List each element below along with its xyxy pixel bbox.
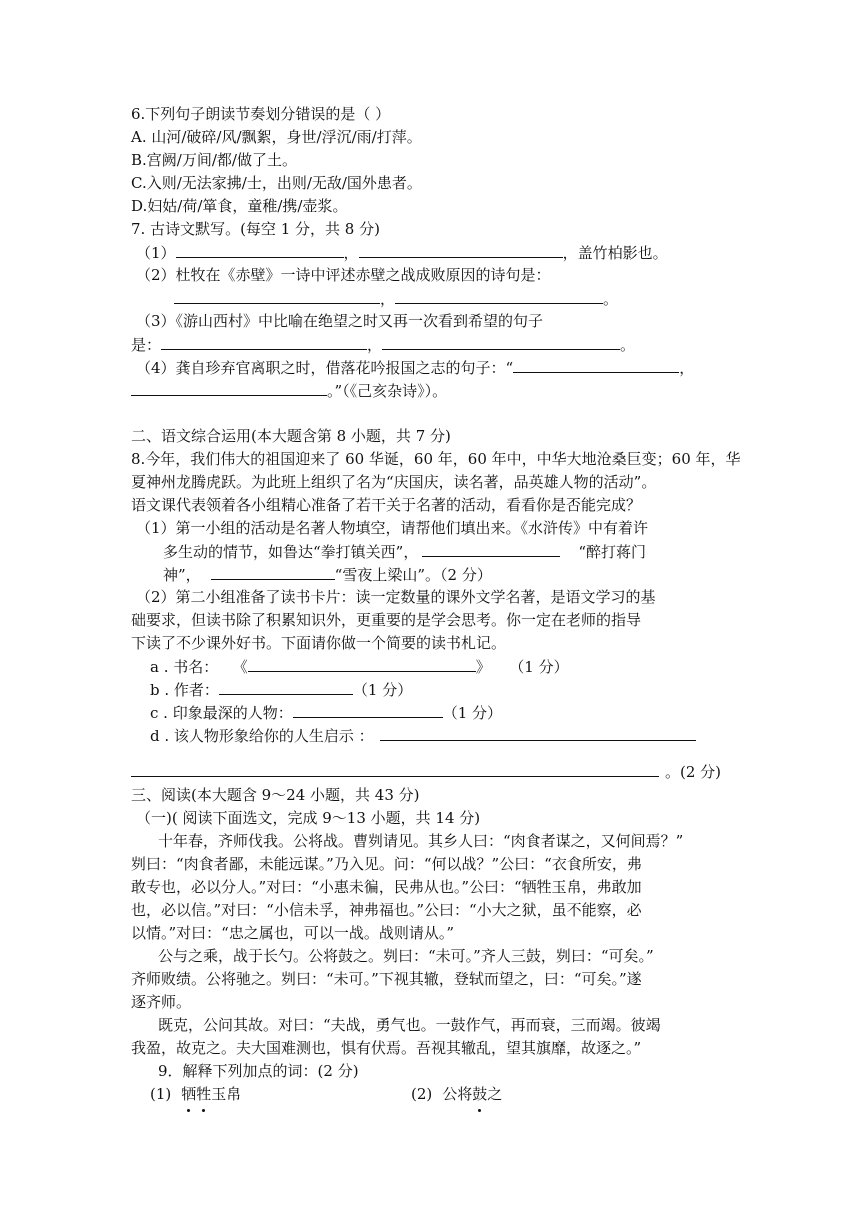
author-score: （1 分） [352,681,413,699]
q7-item2-separator: ， [380,290,396,308]
passage-line: 公与之乘，战于长勺。公将鼓之。刿曰：“未可。”齐人三鼓，刿曰：“可矣。” [158,947,654,965]
q7-item4 [136,356,694,380]
inspiration-label: d . 该人物形象给你的人生启示 ： [150,727,374,745]
book-close-quote: 》 [475,658,491,676]
section3-subsection: （一)( 阅读下面选文，完成 9～13 小题，共 14 分) [136,809,481,827]
section2-sub2-line2: 础要求，但读书除了积累知识外，更重要的是学会思考。你一定在老师的指导 [131,611,642,629]
q9-item2-prefix: 公将 [442,1085,473,1103]
q7-item3: （3）《游山西村》中比喻在绝望之时又再一次看到希望的句子 [136,312,544,330]
q6-option-d: D.妇姑/荷/箪食，童稚/携/壶浆。 [131,197,348,215]
passage-line: 逐齐师。 [131,993,192,1011]
q6-option-c: C.入则/无法家拂/士，出则/无敌/国外患者。 [131,174,422,192]
q9-item-2 [411,1083,502,1106]
section3-title: 三、阅读(本大题含 9～24 小题，共 43 分) [131,786,420,804]
q7-item3-ending: 。 [620,336,636,354]
q9-dotted-char-1: 牺 [181,1083,196,1106]
q7-item3-answer [131,333,635,357]
book-label: a . 书名： [150,658,219,676]
book-open-quote: 《 [240,658,248,676]
passage-line: 以情。”对曰：“忠之属也，可以一战。战则请从。” [131,924,455,942]
q7-item2-ending: 。 [603,290,619,308]
book-score: （1 分） [516,658,569,676]
q9-item1-rest: 玉帛 [211,1085,242,1103]
q9-item-1 [150,1083,241,1106]
passage-line: 既克，公问其故。对曰：“夫战，勇气也。一鼓作气，再而衰，三而竭。彼竭 [158,1016,661,1034]
reading-card-author [150,678,412,702]
passage-line: 我盈，故克之。夫大国难测也，惧有伏焉。吾视其辙乱，望其旗靡，故逐之。” [131,1039,642,1057]
q7-item3-prefix: 是： [131,336,162,354]
q7-item1-number: （1） [136,244,176,262]
reading-card-inspiration-line2 [131,760,721,784]
sub1-line2-tail: “醉打蒋门 [578,543,647,561]
q7-stem: 7. 古诗文默写。(每空 1 分，共 8 分) [131,220,380,238]
reading-card-inspiration [150,724,696,748]
q9-item2-suffix: 之 [487,1085,503,1103]
q9-dotted-char-2: 牲 [196,1083,211,1106]
q9-item1-number: (1) [150,1085,172,1103]
character-blank[interactable] [293,701,443,718]
passage-line: 也，必以信。”对曰：“小信未孚，神弗福也。”公曰：“小大之狱，虽不能察，必 [131,901,642,919]
q7-item4-blank-1[interactable] [513,356,679,373]
q7-item3-blank-2[interactable] [382,333,620,350]
q9-stem: 9．解释下列加点的词：(2 分) [158,1062,359,1080]
sub1-line3-text: 神”， [163,566,201,584]
inspiration-score: 。(2 分) [665,763,722,781]
q7-item4-comma: ， [679,359,695,377]
q7-item2-blank-1[interactable] [174,287,380,304]
q9-item2-number: (2) [411,1085,433,1103]
character-score: （1 分） [442,704,503,722]
q7-item4-line2 [131,379,447,403]
author-label: b . 作者： [150,681,219,699]
section2-paragraph-1: 8.今年，我们伟大的祖国迎来了 60 华诞，60 年，60 年中，中华大地沧桑巨变；60 年，华 [131,450,741,468]
reading-card-character [150,701,502,725]
sub1-blank-2[interactable] [211,563,335,580]
author-blank[interactable] [219,678,353,695]
section2-paragraph-2: 夏神州龙腾虎跃。为此班上组织了名为“庆国庆，读名著，品英雄人物的活动”。 [131,473,657,491]
q7-item1-blank-2[interactable] [359,241,563,258]
q7-item2-blank-2[interactable] [395,287,603,304]
passage-line: 敢专也，必以分人。”对曰：“小惠未徧，民弗从也。”公曰：“牺牲玉帛，弗敢加 [131,878,642,896]
section2-sub2-line1: （2）第二小组准备了读书卡片：读一定数量的课外文学名著，是语文学习的基 [136,588,656,606]
q7-item2-answer [174,287,618,311]
q7-item1-ending: ，盖竹柏影也。 [562,244,668,262]
q7-item4-text: （4）龚自珍弃官离职之时，借落花吟报国之志的句子：“ [136,359,514,377]
sub1-line3-tail: “雪夜上梁山”。（2 分） [334,566,492,584]
inspiration-blank-1[interactable] [380,724,696,741]
section2-sub2-line3: 下读了不少课外好书。下面请你做一个简要的读书札记。 [131,634,507,652]
character-label: c . 印象最深的人物： [150,704,293,722]
q6-stem: 6.下列句子朗读节奏划分错误的是（ ） [131,105,391,123]
passage-line: 十年春，齐师伐我。公将战。曹刿请见。其乡人曰：“肉食者谋之，又何间焉？” [158,832,684,850]
q7-item1 [136,241,668,265]
q7-item2: （2）杜牧在《赤壁》一诗中评述赤壁之战成败原因的诗句是： [136,266,551,284]
q6-option-b: B.宫阙/万间/都/做了土。 [131,151,297,169]
q7-item3-separator: ， [367,336,383,354]
q7-item1-blank-1[interactable] [176,241,344,258]
section2-title: 二、语文综合运用(本大题含第 8 小题，共 7 分) [131,427,451,445]
q7-item4-ending: 。”（《己亥杂诗》）。 [327,382,448,400]
q7-item1-separator: ， [343,244,359,262]
book-title-blank[interactable] [248,655,476,672]
section2-paragraph-3: 语文课代表领着各小组精心准备了若干关于名著的活动，看看你是否能完成？ [131,496,642,514]
q7-item3-blank-1[interactable] [161,333,367,350]
inspiration-blank-2[interactable] [131,760,659,777]
section2-sub1-line1: （1）第一小组的活动是名著人物填空，请帮他们填出来。《水浒传》中有着许 [136,519,649,537]
sub1-line2-text: 多生动的情节，如鲁达“拳打镇关西”， [163,543,419,561]
section2-sub1-line3 [163,563,492,587]
passage-line: 齐师败绩。公将驰之。刿曰：“未可。”下视其辙，登轼而望之，曰：“可矣。”遂 [131,970,642,988]
reading-card-book [150,655,569,679]
sub1-blank-1[interactable] [422,540,560,557]
section2-sub1-line2 [163,540,646,564]
q9-dotted-char-3: 鼓 [472,1083,487,1106]
q7-item4-blank-2[interactable] [131,379,327,396]
q6-option-a: A. 山河/破碎/风/飘絮，身世/浮沉/雨/打萍。 [131,128,422,146]
passage-line: 刿曰：“肉食者鄙，未能远谋。”乃入见。问：“何以战？”公曰：“衣食所安，弗 [131,855,642,873]
